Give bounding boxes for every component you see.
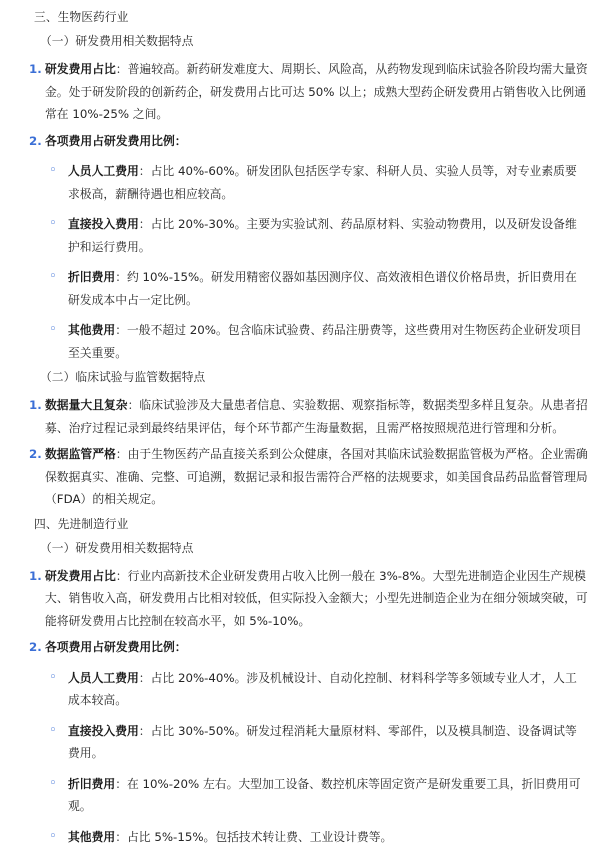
section-title-manufacturing: 四、先进制造行业 xyxy=(34,513,599,535)
item-text: ：在 10%-20% 左右。大型加工设备、数控机床等固定资产是研发重要工具，折旧费用可观。 xyxy=(68,777,581,814)
section-title-biomedicine: 三、生物医药行业 xyxy=(34,6,599,28)
item-text: ：占比 40%-60%。研发团队包括医学专家、科研人员、实验人员等，对专业素质要求极高，薪酬待遇也相应较高。 xyxy=(68,164,577,201)
item-keyword: 研发费用占比 xyxy=(45,569,116,583)
list-item xyxy=(45,443,599,511)
item-text: ：临床试验涉及大量患者信息、实验数据、观察指标等，数据类型多样且复杂。从患者招募、治疗过程记录到最终结果评估，每个环节都产生海量数据，且需严格按照规范进行管理和分析。 xyxy=(45,398,588,435)
bullet-dot-icon: ◦ xyxy=(49,720,57,743)
bullet-dot-icon: ◦ xyxy=(49,773,57,796)
item-text: ：占比 5%-15%。包括技术转让费、工业设计费等。 xyxy=(115,830,392,844)
item-keyword: 折旧费用 xyxy=(68,777,115,791)
item-keyword: 数据量大且复杂 xyxy=(45,398,128,412)
item-keyword: 直接投入费用 xyxy=(68,724,139,738)
item-keyword: 各项费用占研发费用比例 xyxy=(45,640,175,654)
item-keyword: 各项费用占研发费用比例 xyxy=(45,134,175,148)
list-item xyxy=(45,394,599,439)
item-keyword: 人员人工费用 xyxy=(68,164,139,178)
sub-list-item xyxy=(68,667,599,712)
bullet-dot-icon: ◦ xyxy=(49,266,57,289)
item-keyword: 折旧费用 xyxy=(68,270,115,284)
sub-list-item xyxy=(68,319,599,364)
item-text: ：约 10%-15%。研发用精密仪器如基因测序仪、高效液相色谱仪价格昂贵，折旧费用在研发成本中占一定比例。 xyxy=(68,270,577,307)
bullet-dot-icon: ◦ xyxy=(49,667,57,690)
item-keyword: 数据监管严格 xyxy=(45,447,116,461)
list-number: 1. xyxy=(29,565,42,588)
item-text: ：行业内高新技术企业研发费用占收入比例一般在 3%-8%。大型先进制造企业因生产规模大、销售收入高，研发费用占比相对较低，但实际投入金额大；小型先进制造企业为在细分领域突破，可能将研发费用占比控制在较高水平，如 5%-10%。 xyxy=(45,569,588,628)
list-item xyxy=(45,58,599,126)
item-keyword: 直接投入费用 xyxy=(68,217,139,231)
sub-list-item xyxy=(68,160,599,205)
item-text: ：占比 30%-50%。研发过程消耗大量原材料、零部件，以及模具制造、设备调试等费用。 xyxy=(68,724,577,761)
item-keyword: 研发费用占比 xyxy=(45,62,116,76)
item-text: ： xyxy=(175,640,187,654)
item-text: ：占比 20%-40%。涉及机械设计、自动化控制、材料科学等多领域专业人才，人工成本较高。 xyxy=(68,671,577,708)
list-item xyxy=(45,565,599,633)
subsection-title-clinical-data: （二）临床试验与监管数据特点 xyxy=(40,366,599,390)
item-text: ：由于生物医药产品直接关系到公众健康，各国对其临床试验数据监管极为严格。企业需确保数据真实、准确、完整、可追溯，数据记录和报告需符合严格的法规要求，如美国食品药品监督管理局（FDA）的相关规定。 xyxy=(45,447,588,506)
list-item xyxy=(45,130,599,153)
list-number: 1. xyxy=(29,394,42,417)
subsection-title-rd-data: （一）研发费用相关数据特点 xyxy=(40,30,599,54)
item-keyword: 其他费用 xyxy=(68,830,115,844)
bullet-dot-icon: ◦ xyxy=(49,826,57,848)
list-number: 2. xyxy=(29,130,42,153)
bullet-dot-icon: ◦ xyxy=(49,160,57,183)
item-text: ：占比 20%-30%。主要为实验试剂、药品原材料、实验动物费用，以及研发设备维护和运行费用。 xyxy=(68,217,577,254)
sub-list-item xyxy=(68,266,599,311)
list-number: 1. xyxy=(29,58,42,81)
sub-list-item xyxy=(68,826,599,848)
sub-list-item xyxy=(68,720,599,765)
item-text: ：普遍较高。新药研发难度大、周期长、风险高，从药物发现到临床试验各阶段均需大量资金。处于研发阶段的创新药企，研发费用占比可达 50% 以上；成熟大型药企研发费用占销售收入比例通常在 10%-25% 之间。 xyxy=(45,62,588,121)
list-number: 2. xyxy=(29,636,42,659)
item-text: ：一般不超过 20%。包含临床试验费、药品注册费等，这些费用对生物医药企业研发项目至关重要。 xyxy=(68,323,582,360)
item-keyword: 人员人工费用 xyxy=(68,671,139,685)
item-keyword: 其他费用 xyxy=(68,323,115,337)
bullet-dot-icon: ◦ xyxy=(49,319,57,342)
sub-list-item xyxy=(68,213,599,258)
bullet-dot-icon: ◦ xyxy=(49,213,57,236)
list-number: 2. xyxy=(29,443,42,466)
item-text: ： xyxy=(175,134,187,148)
list-item xyxy=(45,636,599,659)
subsection-title-rd-data: （一）研发费用相关数据特点 xyxy=(40,537,599,561)
sub-list-item xyxy=(68,773,599,818)
